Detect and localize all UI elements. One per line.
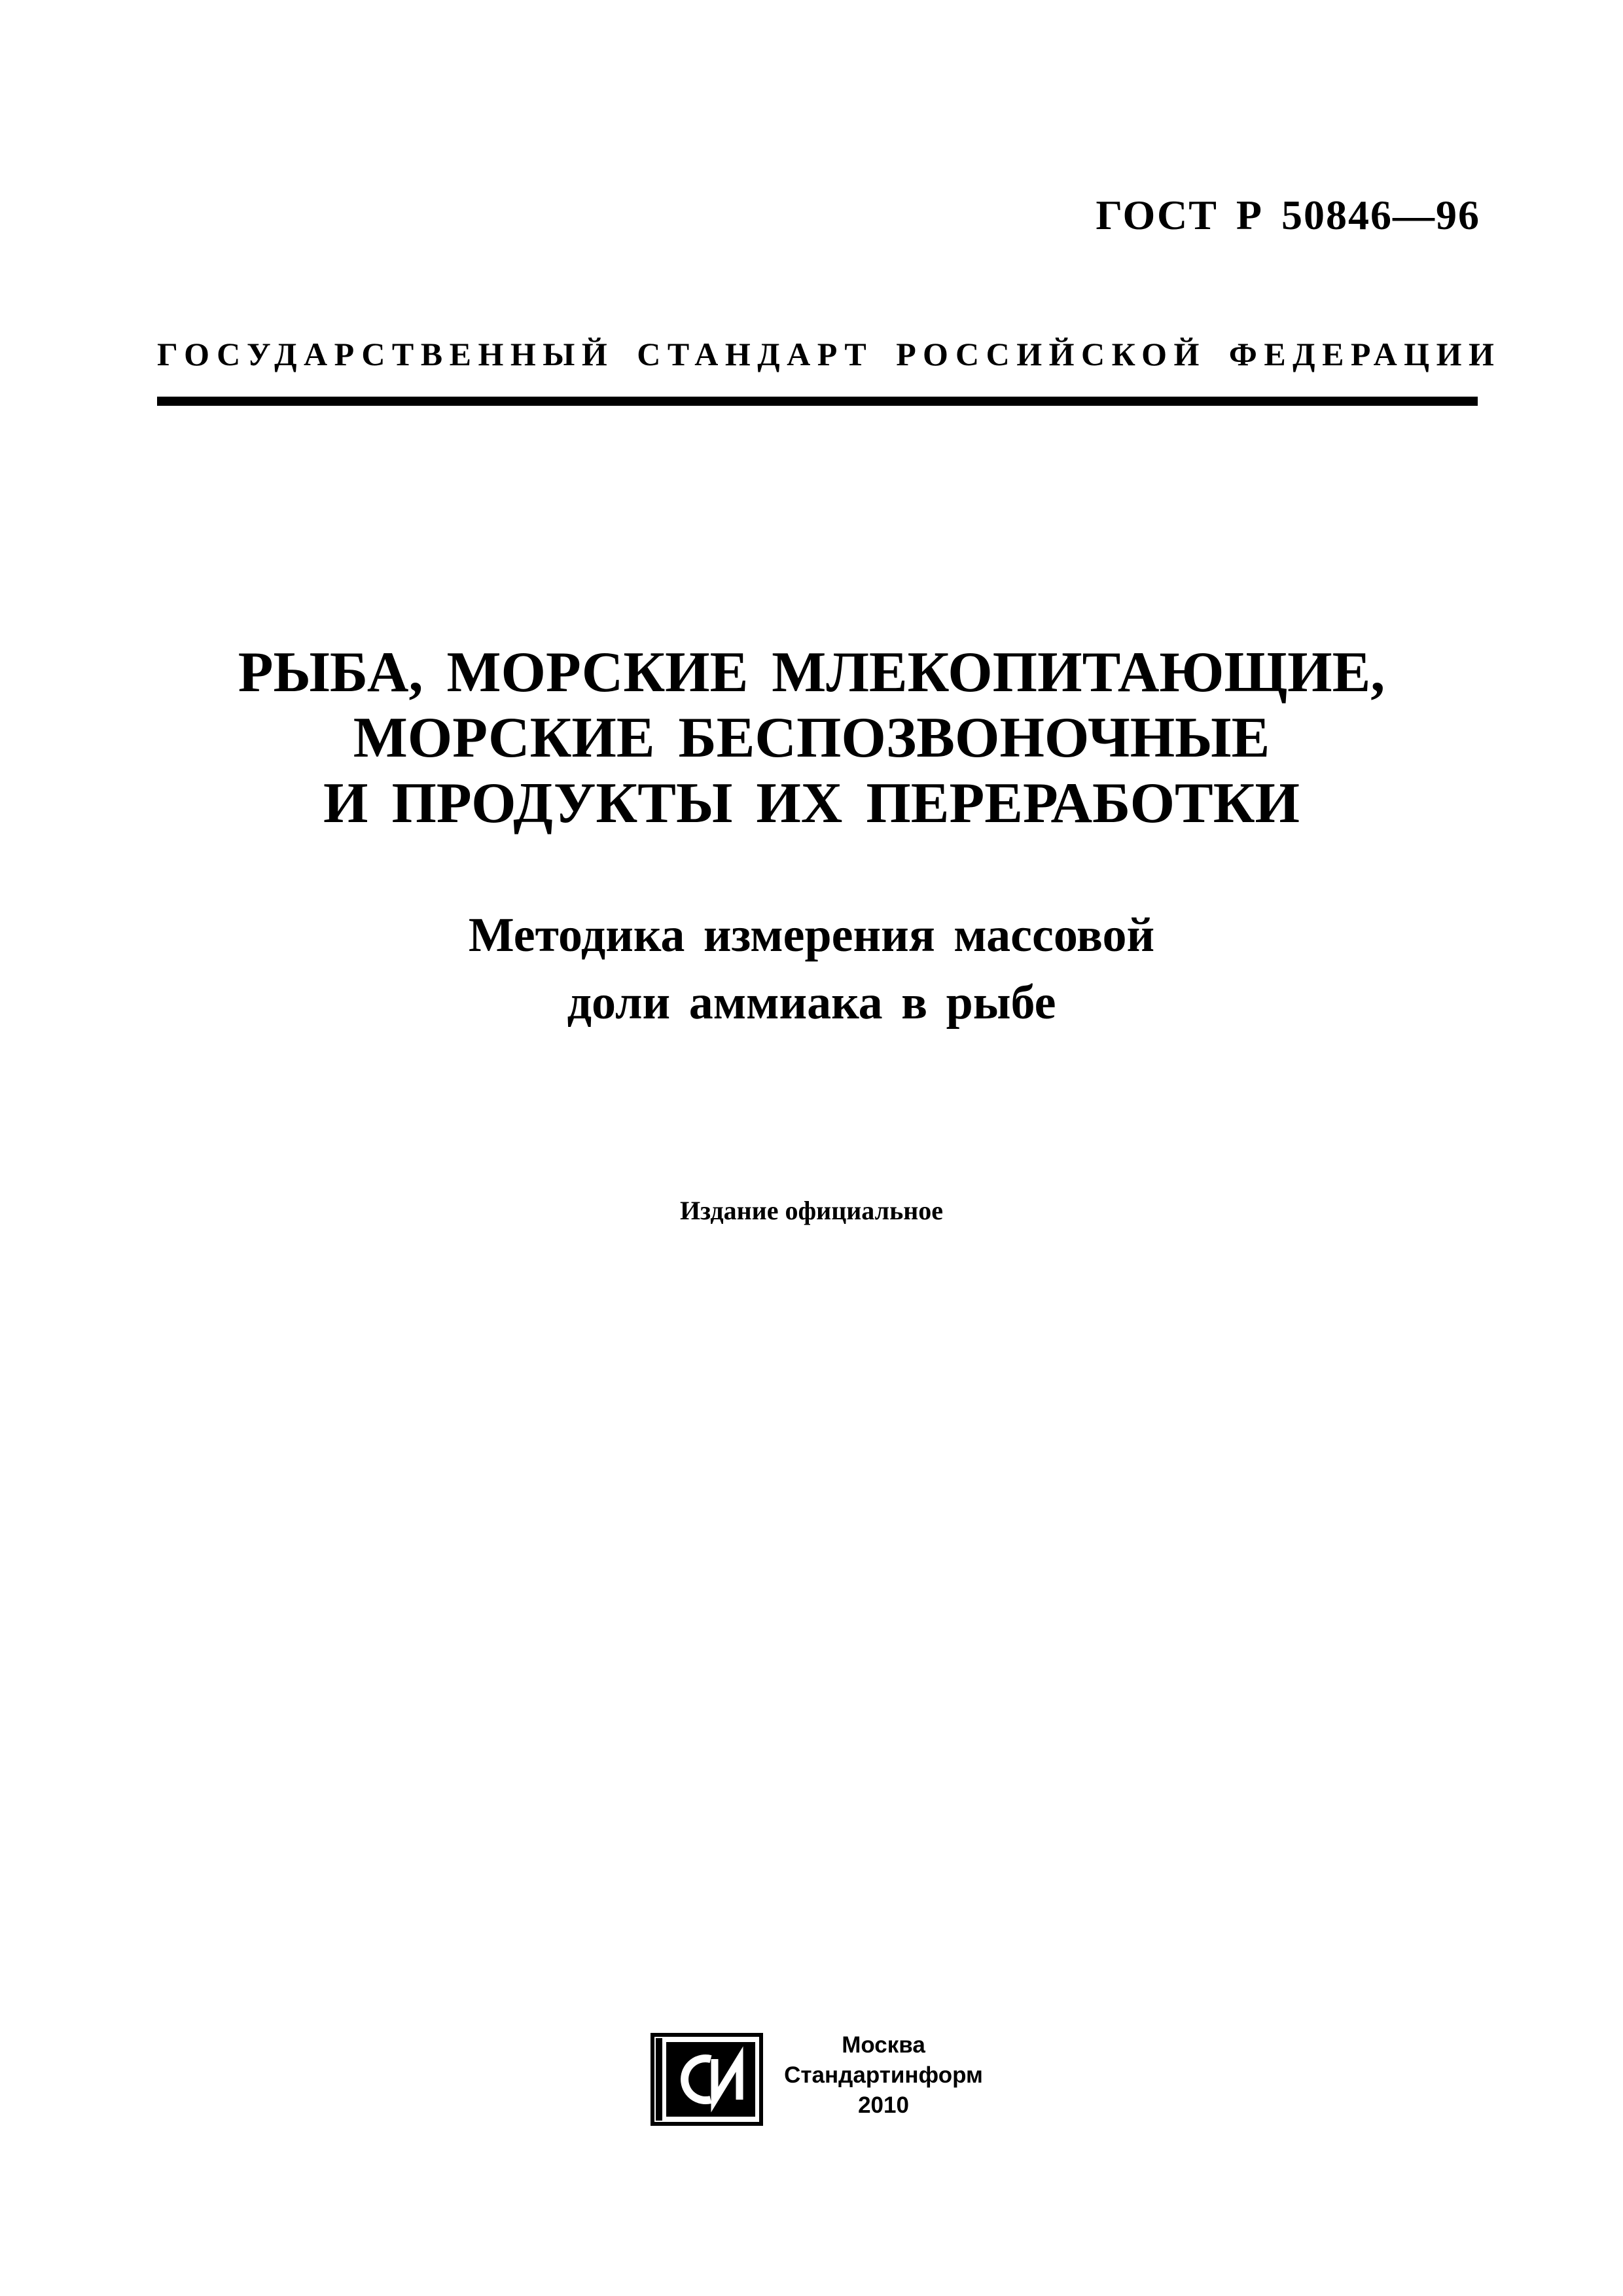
title-line: МОРСКИЕ БЕСПОЗВОНОЧНЫЕ [353, 706, 1270, 770]
publisher-name: Стандартинформ [784, 2062, 983, 2088]
subtitle-line: Методика измерения массовой [468, 908, 1155, 962]
publication-year: 2010 [858, 2092, 909, 2118]
state-standard-heading: ГОСУДАРСТВЕННЫЙ СТАНДАРТ РОССИЙСКОЙ ФЕДЕРАЦИИ [157, 336, 1501, 372]
heading-rule [157, 397, 1478, 406]
publisher-block [766, 2030, 1001, 2121]
standartinform-logo-icon [651, 2033, 763, 2126]
title-line: И ПРОДУКТЫ ИХ ПЕРЕРАБОТКИ [323, 772, 1300, 835]
subtitle-line: доли аммиака в рыбе [567, 976, 1056, 1030]
document-number: ГОСТ Р 50846—96 [1096, 192, 1480, 238]
publisher-city: Москва [842, 2032, 925, 2058]
edition-label: Издание официальное [679, 1196, 944, 1225]
title-line: РЫБА, МОРСКИЕ МЛЕКОПИТАЮЩИЕ, [238, 641, 1385, 704]
document-subtitle [183, 902, 1440, 1037]
document-title [118, 640, 1505, 836]
